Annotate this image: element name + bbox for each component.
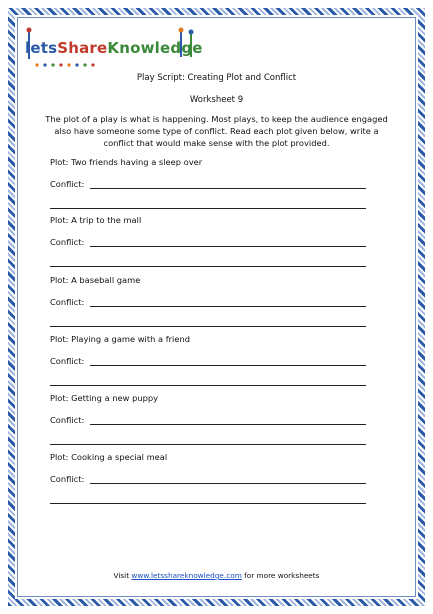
- worksheet-number: Worksheet 9: [189, 95, 244, 105]
- conflict-label: Conflict:: [50, 297, 85, 307]
- site-logo: [25, 25, 203, 73]
- logo-part-1: lets: [25, 39, 58, 57]
- plot-label: Plot: Playing a game with a friend: [50, 334, 190, 344]
- plot-label: Plot: A trip to the mall: [50, 215, 142, 225]
- answer-line[interactable]: [90, 188, 366, 189]
- conflict-label: Conflict:: [50, 179, 85, 189]
- answer-line[interactable]: [90, 365, 366, 366]
- instructions-paragraph: The plot of a play is what is happening. Most plays, to keep the audience engaged also have someone some type of conflict. Read each plot given below, write a conflict that would make sense with the plot provided.: [45, 114, 388, 148]
- conflict-label: Conflict:: [50, 356, 85, 366]
- conflict-label: Conflict:: [50, 237, 85, 247]
- conflict-label: Conflict:: [50, 474, 85, 484]
- answer-line[interactable]: [90, 424, 366, 425]
- logo-wordmark: [25, 39, 203, 57]
- footer: [0, 571, 433, 580]
- answer-line[interactable]: [90, 306, 366, 307]
- footer-prefix: Visit: [113, 571, 130, 580]
- answer-line[interactable]: [90, 246, 366, 247]
- answer-line[interactable]: [50, 385, 366, 386]
- worksheet-title: Play Script: Creating Plot and Conflict: [136, 73, 297, 83]
- answer-line[interactable]: [50, 208, 366, 209]
- answer-line[interactable]: [50, 444, 366, 445]
- answer-line[interactable]: [50, 266, 366, 267]
- answer-line[interactable]: [90, 483, 366, 484]
- conflict-label: Conflict:: [50, 415, 85, 425]
- answer-line[interactable]: [50, 503, 366, 504]
- website-link[interactable]: www.letsshareknowledge.com: [131, 571, 242, 580]
- footer-suffix: for more worksheets: [244, 571, 320, 580]
- plot-label: Plot: Getting a new puppy: [50, 393, 159, 403]
- answer-line[interactable]: [50, 326, 366, 327]
- logo-part-2: Share: [57, 39, 108, 57]
- logo-part-3: Knowledge: [107, 39, 203, 57]
- plot-label: Plot: Cooking a special meal: [50, 452, 168, 462]
- plot-label: Plot: A baseball game: [50, 275, 141, 285]
- plot-label: Plot: Two friends having a sleep over: [50, 157, 203, 167]
